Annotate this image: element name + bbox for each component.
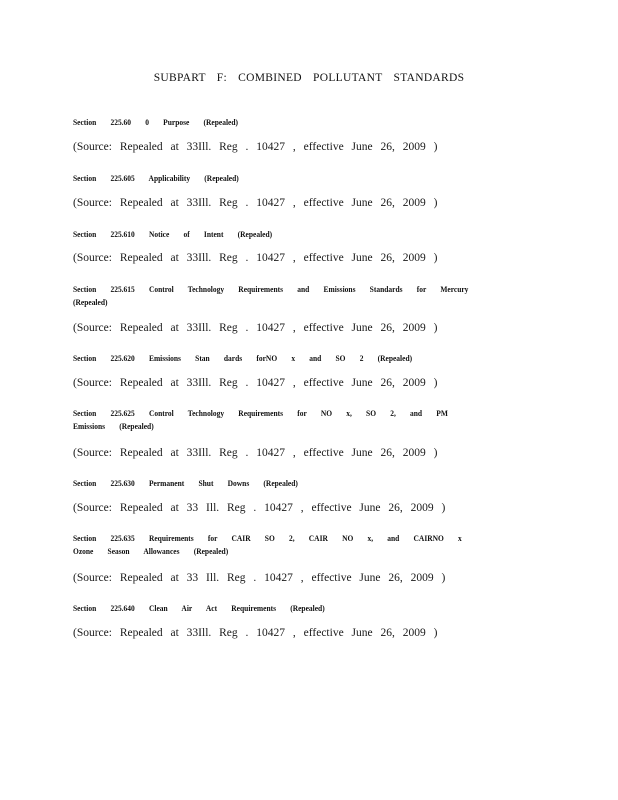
source-note-225-635: (Source: Repealed at 33 Ill. Reg . 10427 , effective June 26, 2009 ) — [73, 572, 446, 584]
source-note-225-640: (Source: Repealed at 33Ill. Reg . 10427 , effective June 26, 2009 ) — [73, 627, 438, 639]
source-note-225-630: (Source: Repealed at 33 Ill. Reg . 10427 , effective June 26, 2009 ) — [73, 502, 446, 514]
source-note-225-615: (Source: Repealed at 33Ill. Reg . 10427 , effective June 26, 2009 ) — [73, 322, 438, 334]
section-heading-225-625: Section 225.625 Control Technology Requirements for NO x, SO 2, and PM Emissions (Repealed) — [73, 408, 448, 431]
section-heading-225-640: Section 225.640 Clean Air Act Requirements (Repealed) — [73, 603, 325, 613]
section-heading-225-610: Section 225.610 Notice of Intent (Repealed) — [73, 229, 273, 239]
source-note-225-600: (Source: Repealed at 33Ill. Reg . 10427 , effective June 26, 2009 ) — [73, 141, 438, 153]
section-heading-225-600: Section 225.60 0 Purpose (Repealed) — [73, 117, 239, 127]
section-heading-225-605: Section 225.605 Applicability (Repealed) — [73, 173, 239, 183]
source-note-225-620: (Source: Repealed at 33Ill. Reg . 10427 , effective June 26, 2009 ) — [73, 377, 438, 389]
section-heading-225-635: Section 225.635 Requirements for CAIR SO 2, CAIR NO x, and CAIRNO x Ozone Season Allowances (Repealed) — [73, 533, 462, 556]
source-note-225-625: (Source: Repealed at 33Ill. Reg . 10427 , effective June 26, 2009 ) — [73, 447, 438, 459]
page-title: SUBPART F: COMBINED POLLUTANT STANDARDS — [153, 72, 465, 84]
source-note-225-605: (Source: Repealed at 33Ill. Reg . 10427 , effective June 26, 2009 ) — [73, 197, 438, 209]
section-heading-225-615: Section 225.615 Control Technology Requirements and Emissions Standards for Mercury (Repealed) — [73, 284, 469, 307]
section-heading-225-620: Section 225.620 Emissions Stan dards forNO x and SO 2 (Repealed) — [73, 353, 413, 363]
section-heading-225-630: Section 225.630 Permanent Shut Downs (Repealed) — [73, 478, 298, 488]
source-note-225-610: (Source: Repealed at 33Ill. Reg . 10427 , effective June 26, 2009 ) — [73, 252, 438, 264]
